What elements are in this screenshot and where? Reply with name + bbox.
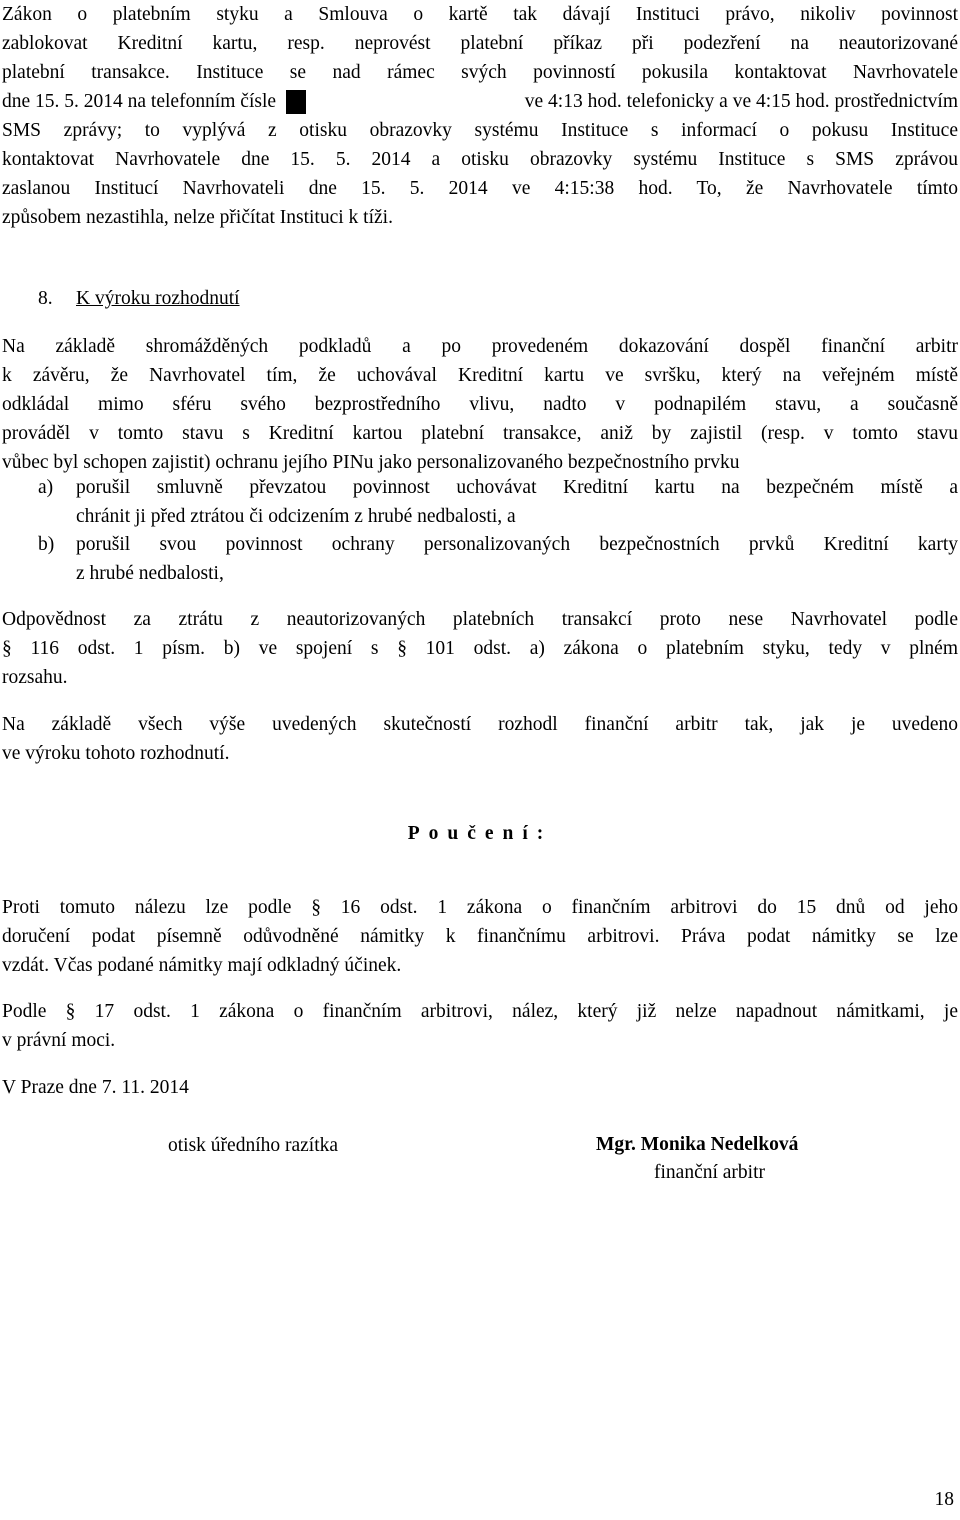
section-heading [2,284,958,313]
text-fragment: ve 4:13 hod. telefonicky a ve 4:15 hod. prostřednictvím [524,91,958,112]
text-line: vzdát. Včas podané námitky mají odkladný účinek. [2,955,402,976]
text-line: k závěru, že Navrhovatel tím, že uchovával Kreditní kartu ve svršku, který na veřejném místě [2,365,958,386]
text-line: Podle § 17 odst. 1 zákona o finančním arbitrovi, nález, který již nelze napadnout námitkami, je [2,1001,958,1022]
paragraph-top [2,0,958,232]
list-letter: a) [38,477,54,498]
signatory-name: Mgr. Monika Nedelková [596,1134,799,1155]
text-line-with-redaction [2,87,958,116]
list-letter: b) [38,534,55,555]
text-line: § 116 odst. 1 písm. b) ve spojení s § 101 odst. a) zákona o platebním styku, tedy v plném [2,638,958,659]
list-item [2,473,958,531]
text-line: kontaktovat Navrhovatele dne 15. 5. 2014 a otisku obrazovky systému Instituce s SMS zprávou [2,149,958,170]
text-line: platební transakce. Instituce se nad rámec svých povinností pokusila kontaktovat Navrhovatele [2,62,958,83]
text-line: v právní moci. [2,1030,116,1051]
list-item [2,530,958,588]
text-line: doručení podat písemně odůvodněné námitky k finančnímu arbitrovi. Práva podat námitky se lze [2,926,958,947]
text-line: porušil svou povinnost ochrany personalizovaných bezpečnostních prvků Kreditní karty [76,534,958,555]
text-line: porušil smluvně převzatou povinnost uchovávat Kreditní kartu na bezpečném místě a [76,477,958,498]
stamp-placeholder: otisk úředního razítka [168,1135,339,1156]
line-prefix-group [2,87,306,116]
paragraph-decision [2,332,958,477]
text-line: odkládal mimo sféru svého bezprostředního vlivu, nadto v podnapilém stavu, a současně [2,394,958,415]
text-line: SMS zprávy; to vyplývá z otisku obrazovky systému Instituce s informací o pokusu Instituce [2,120,958,141]
text-line: rozsahu. [2,667,68,688]
text-line: vůbec byl schopen zajistit) ochranu jejího PINu jako personalizovaného bezpečnostního prvku [2,452,740,473]
section-title: K výroku rozhodnutí [76,288,240,309]
list-body [76,473,958,531]
paragraph-objection [2,893,958,980]
text-line: Na základě všech výše uvedených skutečností rozhodl finanční arbitr tak, jak je uvedeno [2,714,958,735]
text-line: Odpovědnost za ztrátu z neautorizovaných platebních transakcí proto nese Navrhovatel podle [2,609,958,630]
paragraph-liability [2,605,958,692]
paragraph-finality [2,997,958,1055]
text-line: prováděl v tomto stavu s Kreditní kartou platební transakce, aniž by zajistil (resp. v tomto stavu [2,423,958,444]
text-line: Zákon o platebním styku a Smlouva o kartě tak dávají Instituci právo, nikoliv povinnost [2,4,958,25]
page-number: 18 [934,1489,954,1510]
text-line: z hrubé nedbalosti, [76,563,224,584]
text-line: ve výroku tohoto rozhodnutí. [2,743,230,764]
date-line: V Praze dne 7. 11. 2014 [2,1077,189,1098]
text-line: zaslanou Institucí Navrhovateli dne 15. 5. 2014 ve 4:15:38 hod. To, že Navrhovatele tímto [2,178,958,199]
signatory-title: finanční arbitr [654,1162,765,1183]
list-body [76,530,958,588]
redacted-phone-number [286,90,306,114]
text-fragment: dne 15. 5. 2014 na telefonním čísle [2,91,277,112]
text-line: Proti tomuto nálezu lze podle § 16 odst. 1 zákona o finančním arbitrovi do 15 dnů od jeho [2,897,958,918]
text-line: Na základě shromážděných podkladů a po provedeném dokazování dospěl finanční arbitr [2,336,958,357]
section-number: 8. [38,288,53,309]
text-line: chránit ji před ztrátou či odcizením z hrubé nedbalosti, a [76,506,516,527]
instructions-heading: Poučení: [407,823,553,844]
text-line: způsobem nezastihla, nelze přičítat Instituci k tíži. [2,207,393,228]
paragraph-basis [2,710,958,768]
signature-block [596,1131,798,1187]
text-line: zablokovat Kreditní kartu, resp. neprovést platební příkaz při podezření na neautorizované [2,33,958,54]
